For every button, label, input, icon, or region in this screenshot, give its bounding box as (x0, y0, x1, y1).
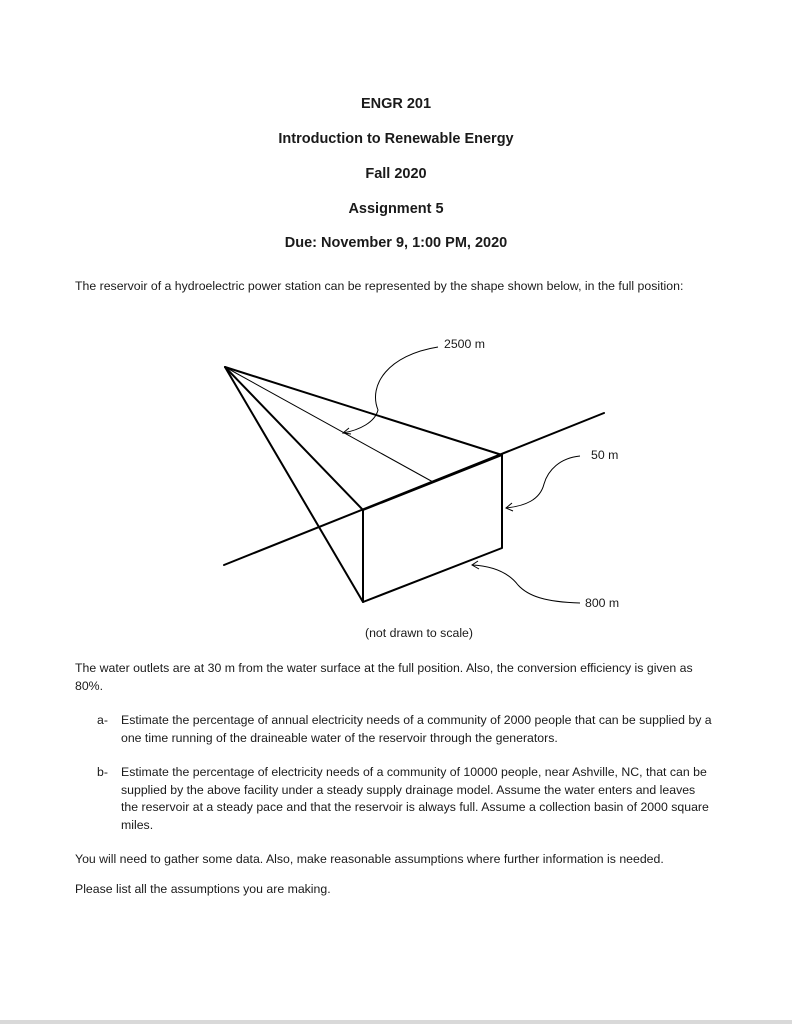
question-text: Estimate the percentage of annual electricity needs of a community of 2000 people that can be supplied by a one time running of the draineable water of the reservoir through the generators. (121, 713, 712, 745)
question-text: Estimate the percentage of electricity needs of a community of 10000 people, near Ashville, NC, that can be supplied by the above facility under a steady supply drainage model. Assume the water enters and leaves the reservoir at a steady pace and that the reservoir is always full. Assume a collection basin of 2000 square miles. (121, 765, 709, 832)
inner-line (225, 367, 433, 482)
question-marker: a- (97, 713, 108, 727)
page-bottom-edge (0, 1020, 792, 1024)
term: Fall 2020 (365, 166, 427, 182)
assumptions-note: Please list all the assumptions you are making. (75, 882, 331, 896)
course-title: Introduction to Renewable Energy (278, 131, 514, 147)
assignment-title: Assignment 5 (348, 201, 444, 217)
intro-paragraph: The reservoir of a hydroelectric power station can be represented by the shape shown below, in the full position: (75, 279, 684, 293)
question-marker: b- (97, 765, 108, 779)
given-paragraph: The water outlets are at 30 m from the water surface at the full position. Also, the conversion efficiency is given as 80%. (75, 661, 693, 693)
dam-face (363, 455, 502, 602)
depth-label: 50 m (591, 448, 619, 462)
bottom-edge (225, 367, 363, 602)
width-label: 800 m (585, 596, 620, 610)
length-label: 2500 m (444, 337, 486, 351)
figure-caption: (not drawn to scale) (365, 626, 473, 640)
data-note: You will need to gather some data. Also, make reasonable assumptions where further information is needed. (75, 852, 664, 866)
width-leader (472, 565, 580, 603)
depth-leader (506, 456, 580, 508)
course-code: ENGR 201 (360, 96, 432, 112)
due-date: Due: November 9, 1:00 PM, 2020 (284, 235, 508, 251)
